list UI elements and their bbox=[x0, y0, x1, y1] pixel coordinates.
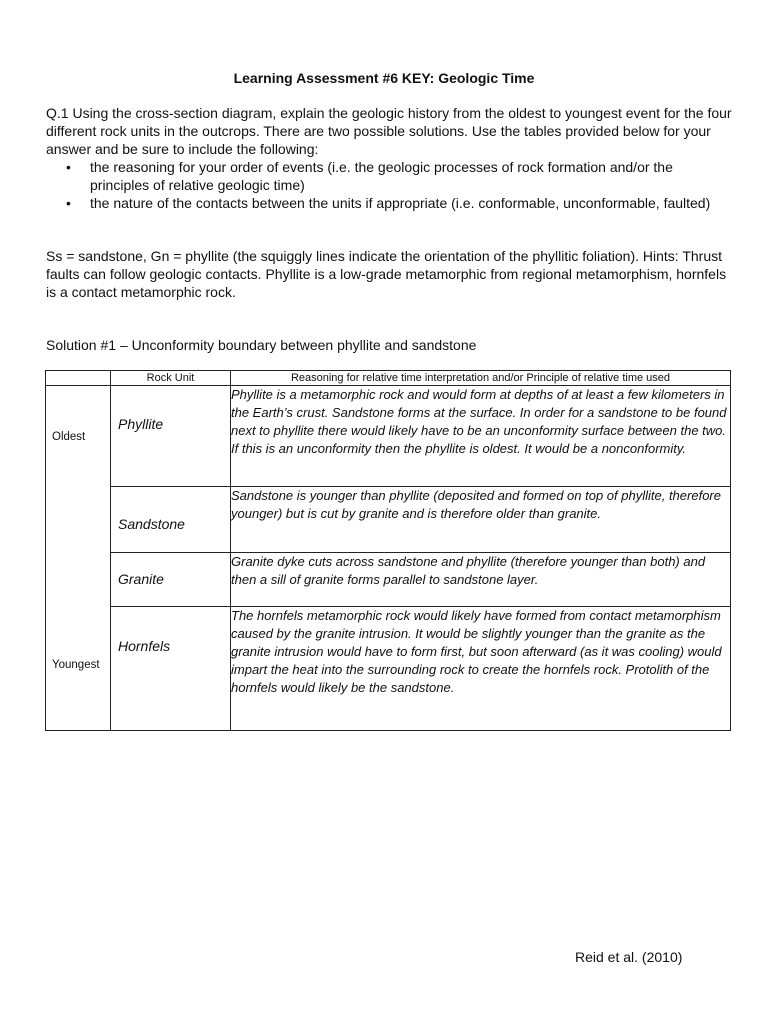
rock-unit-name: Phyllite bbox=[118, 416, 164, 432]
question-text: Q.1 Using the cross-section diagram, explain the geologic history from the oldest to youngest event for the four different rock units in the outcrops. There are two possible solutions. Use the tables provided below for your answer and be sure to include the following: bbox=[46, 105, 732, 157]
list-item: • the reasoning for your order of events (i.e. the geologic processes of rock formation and/or the principles of relative geologic time) bbox=[64, 158, 724, 194]
rock-unit-name: Sandstone bbox=[118, 516, 185, 532]
rock-unit-cell bbox=[111, 386, 231, 487]
oldest-label: Oldest bbox=[52, 431, 86, 443]
table-row bbox=[46, 386, 731, 487]
header-reasoning: Reasoning for relative time interpretation and/or Principle of relative time used bbox=[231, 371, 731, 386]
relative-time-table bbox=[45, 370, 731, 731]
rock-unit-cell bbox=[111, 607, 231, 731]
age-order-column bbox=[46, 386, 111, 731]
rock-unit-cell bbox=[111, 487, 231, 553]
youngest-label: Youngest bbox=[52, 659, 100, 671]
table-row bbox=[46, 487, 731, 553]
rock-unit-name: Hornfels bbox=[118, 638, 171, 654]
header-age-cell bbox=[46, 371, 111, 386]
requirements-list bbox=[64, 158, 724, 212]
list-item: • the nature of the contacts between the units if appropriate (i.e. conformable, unconformable, faulted) bbox=[64, 194, 724, 212]
table-row bbox=[46, 553, 731, 607]
rock-unit-name: Granite bbox=[118, 571, 164, 587]
solution-heading: Solution #1 – Unconformity boundary between phyllite and sandstone bbox=[46, 337, 477, 353]
reasoning-cell: Sandstone is younger than phyllite (deposited and formed on top of phyllite, therefore younger) but is cut by granite and is therefore older than granite. bbox=[231, 487, 731, 553]
header-rock-unit: Rock Unit bbox=[111, 371, 231, 386]
page-title: Learning Assessment #6 KEY: Geologic Time bbox=[233, 70, 535, 86]
reasoning-cell: Granite dyke cuts across sandstone and phyllite (therefore younger than both) and then a sill of granite forms parallel to sandstone layer. bbox=[231, 553, 731, 607]
reasoning-cell: Phyllite is a metamorphic rock and would form at depths of at least a few kilometers in the Earth’s crust. Sandstone forms at the surface. In order for a sandstone to be found next to phyllite there would likely have to be an unconformity surface between the two. If this is an unconformity then the phyllite is oldest. It would be a nonconformity. bbox=[231, 386, 731, 487]
notes-hints-text: Ss = sandstone, Gn = phyllite (the squiggly lines indicate the orientation of the phyllitic foliation). Hints: Thrust faults can follow geologic contacts. Phyllite is a low-grade metamorphic from regional metamorphism, hornfels is a contact metamorphic rock. bbox=[46, 248, 727, 300]
reasoning-cell: The hornfels metamorphic rock would likely have formed from contact metamorphism caused by the granite intrusion. It would be slightly younger than the granite as the granite intrusion would have to form first, but soon afterward (as it was cooling) would impart the heat into the surrounding rock to create the hornfels rock. Protolith of the hornfels would likely be the sandstone. bbox=[231, 607, 731, 731]
table-row bbox=[46, 607, 731, 731]
rock-unit-cell bbox=[111, 553, 231, 607]
citation: Reid et al. (2010) bbox=[575, 949, 683, 965]
table-header-row bbox=[46, 371, 731, 386]
